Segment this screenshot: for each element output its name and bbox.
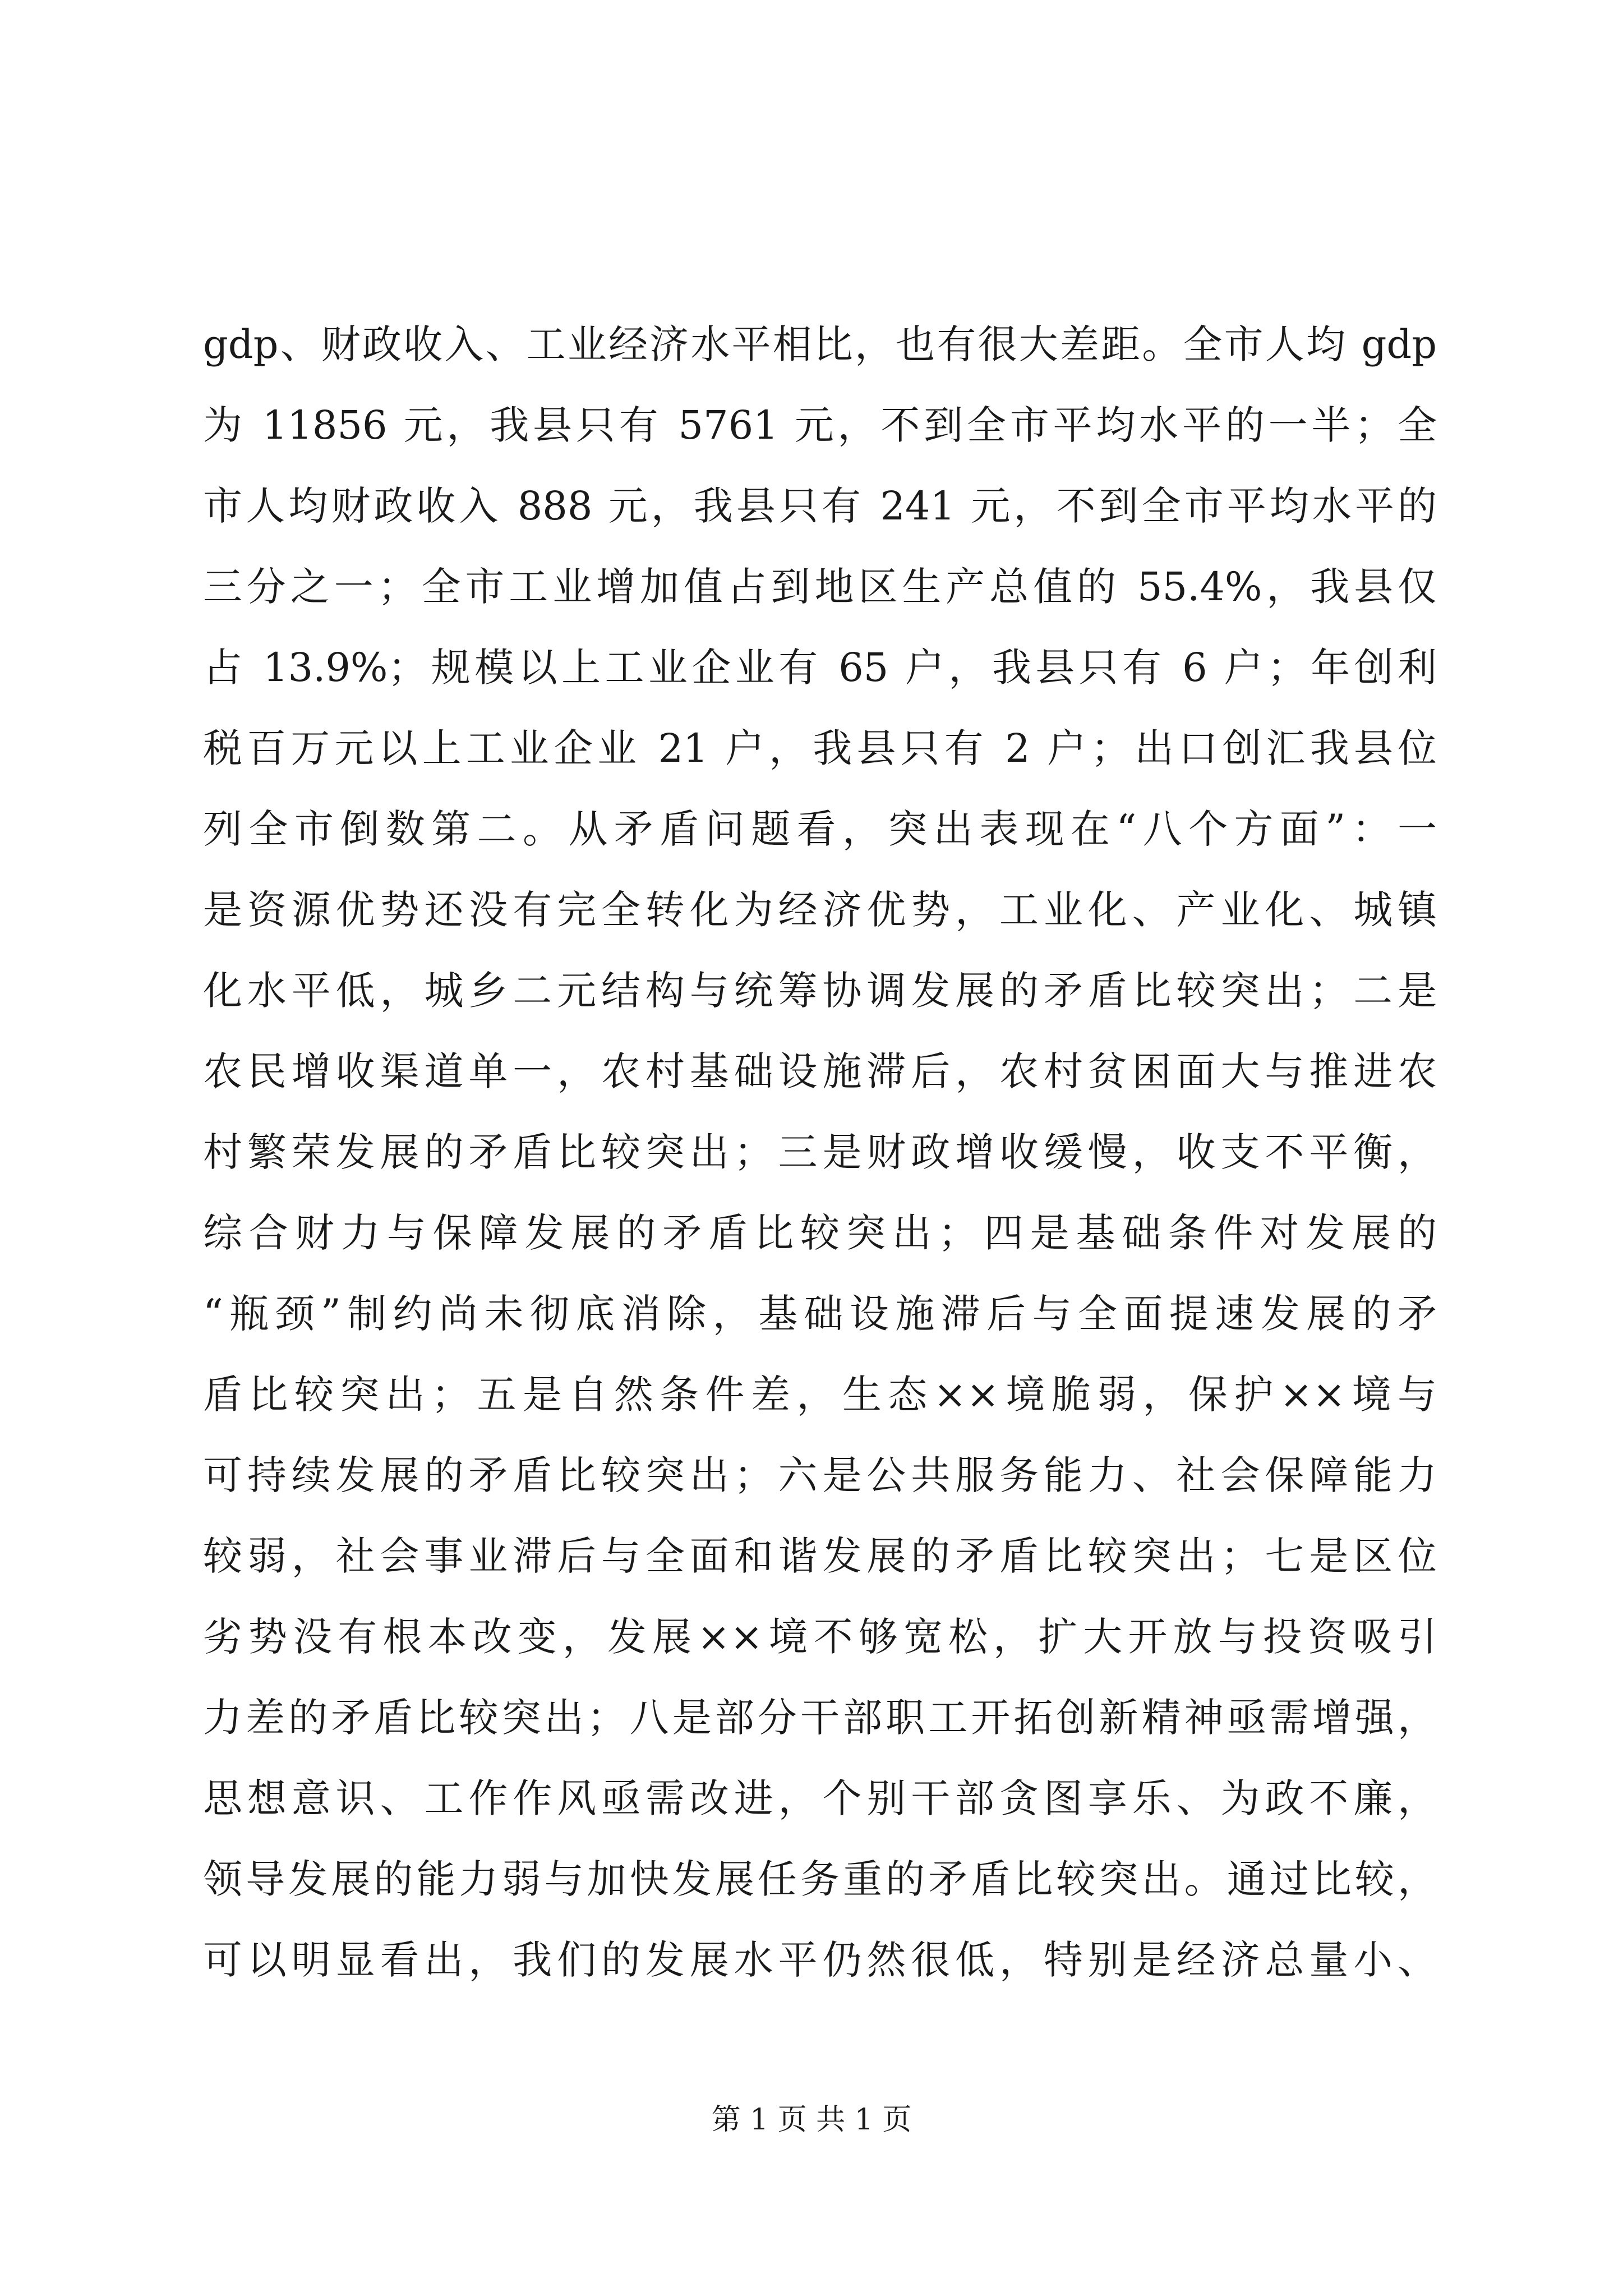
text-line: 化水平低，城乡二元结构与统筹协调发展的矛盾比较突出；二是: [203, 968, 1437, 1014]
text-line: 市人均财政收入 888 元，我县只有 241 元，不到全市平均水平的: [203, 483, 1437, 529]
text-line: 村繁荣发展的矛盾比较突出；三是财政增收缓慢，收支不平衡，: [203, 1129, 1437, 1175]
text-line: 劣势没有根本改变，发展××境不够宽松，扩大开放与投资吸引: [203, 1614, 1437, 1660]
page-number: 第 1 页 共 1 页: [711, 2103, 912, 2137]
text-line: 力差的矛盾比较突出；八是部分干部职工开拓创新精神亟需增强，: [203, 1695, 1437, 1741]
text-line: 占 13.9%；规模以上工业企业有 65 户，我县只有 6 户；年创利: [203, 645, 1437, 691]
text-line: 为 11856 元，我县只有 5761 元，不到全市平均水平的一半；全: [203, 402, 1437, 448]
page-footer: [0, 2100, 1623, 2139]
text-line: 税百万元以上工业企业 21 户，我县只有 2 户；出口创汇我县位: [203, 725, 1437, 771]
text-line: 思想意识、工作作风亟需改进，个别干部贪图享乐、为政不廉，: [203, 1775, 1437, 1821]
text-line: 综合财力与保障发展的矛盾比较突出；四是基础条件对发展的: [203, 1210, 1437, 1256]
text-line: 可持续发展的矛盾比较突出；六是公共服务能力、社会保障能力: [203, 1452, 1437, 1498]
text-line: 农民增收渠道单一，农村基础设施滞后，农村贫困面大与推进农: [203, 1048, 1437, 1094]
text-line: 三分之一；全市工业增加值占到地区生产总值的 55.4%，我县仅: [203, 564, 1437, 610]
body-text: [203, 304, 1437, 2000]
text-line: 列全市倒数第二。从矛盾问题看，突出表现在“八个方面”：一: [203, 806, 1437, 852]
text-line: 是资源优势还没有完全转化为经济优势，工业化、产业化、城镇: [203, 887, 1437, 933]
text-line: 较弱，社会事业滞后与全面和谐发展的矛盾比较突出；七是区位: [203, 1533, 1437, 1579]
text-line: 领导发展的能力弱与加快发展任务重的矛盾比较突出。通过比较，: [203, 1856, 1437, 1902]
text-line: gdp、财政收入、工业经济水平相比，也有很大差距。全市人均 gdp: [203, 321, 1437, 367]
text-line: 可以明显看出，我们的发展水平仍然很低，特别是经济总量小、: [203, 1937, 1437, 1983]
text-line: 盾比较突出；五是自然条件差，生态××境脆弱，保护××境与: [203, 1372, 1437, 1418]
text-line: “瓶颈”制约尚未彻底消除，基础设施滞后与全面提速发展的矛: [203, 1291, 1437, 1337]
